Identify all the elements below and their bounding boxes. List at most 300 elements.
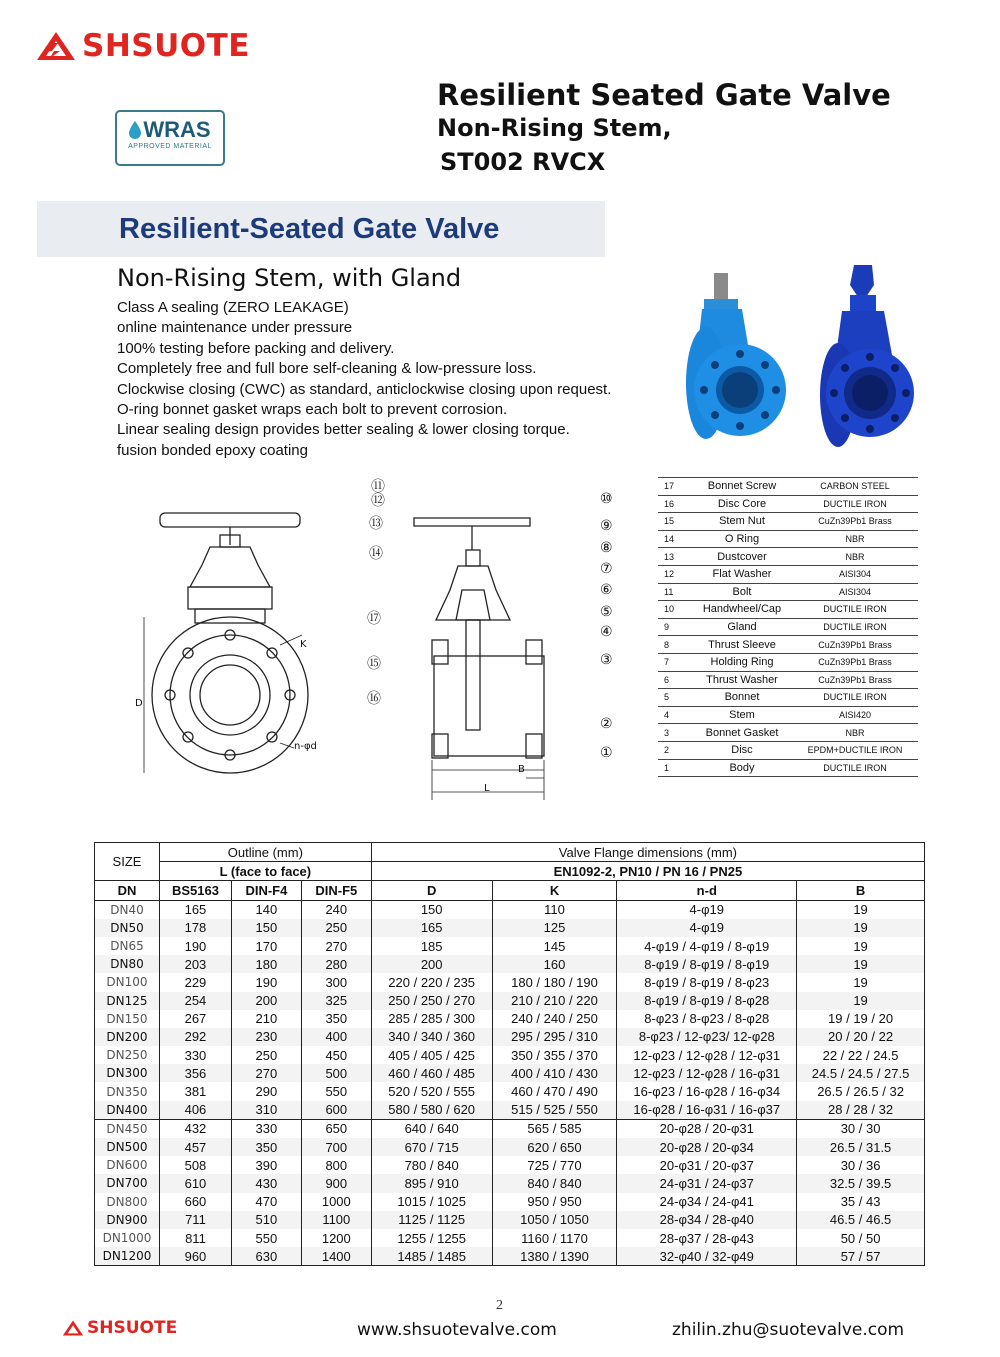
table-cell: 22 / 22 / 24.5 [797,1046,925,1064]
table-cell: 20-φ31 / 20-φ37 [617,1156,797,1174]
table-cell: 30 / 30 [797,1119,925,1138]
part-no: 6 [658,671,692,689]
parts-row [658,478,918,496]
part-no: 12 [658,565,692,583]
part-no: 15 [658,513,692,531]
table-cell: 1485 / 1485 [371,1247,492,1266]
dimension-k-label: K [300,639,307,650]
table-cell: 8-φ23 / 12-φ23/ 12-φ28 [617,1028,797,1046]
table-cell: 250 [301,919,371,937]
feature-item: Completely free and full bore self-cleaning & low-pressure loss. [117,360,537,378]
table-cell: 28 / 28 / 32 [797,1101,925,1120]
table-cell: 20 / 20 / 22 [797,1028,925,1046]
parts-row [658,636,918,654]
dn-cell: DN700 [95,1174,160,1192]
table-cell: 550 [231,1229,301,1247]
part-name: Bonnet Gasket [692,724,792,742]
outline-header: Outline (mm) [159,843,371,862]
table-cell: 19 [797,900,925,919]
part-name: Thrust Sleeve [692,636,792,654]
parts-row [658,618,918,636]
part-no: 7 [658,653,692,671]
section-subheading: Non-Rising Stem, with Gland [117,264,462,292]
table-cell: 500 [301,1064,371,1082]
table-cell: 1400 [301,1247,371,1266]
callout-15: ⑮ [367,656,381,672]
dn-cell: DN65 [95,937,160,955]
dn-cell: DN250 [95,1046,160,1064]
table-cell: 28-φ34 / 28-φ40 [617,1211,797,1229]
dn-cell: DN200 [95,1028,160,1046]
banner-title: Resilient-Seated Gate Valve [119,213,500,245]
table-cell: 711 [159,1211,231,1229]
page-subtitle: Non-Rising Stem, [437,114,672,142]
table-cell: 460 / 460 / 485 [371,1064,492,1082]
part-name: Stem [692,706,792,724]
valve-product-photo [682,265,982,460]
part-material: CARBON STEEL [792,478,918,496]
table-cell: 400 [301,1028,371,1046]
part-name: Disc Core [692,495,792,513]
column-header: D [371,881,492,900]
table-cell: 350 [231,1138,301,1156]
parts-row [658,548,918,566]
table-cell: 19 [797,919,925,937]
table-cell: 19 [797,955,925,973]
table-cell: 190 [159,937,231,955]
dimension-b-label: B [518,764,525,775]
table-row [95,1046,925,1064]
callout-5: ⑤ [600,604,613,620]
feature-item: Linear sealing design provides better sealing & lower closing torque. [117,421,570,439]
feature-item: Clockwise closing (CWC) as standard, anticlockwise closing upon request. [117,380,612,398]
table-cell: 50 / 50 [797,1229,925,1247]
callout-7: ⑦ [600,561,613,577]
parts-row [658,530,918,548]
callout-12: ⑫ [371,493,385,509]
column-header: BS5163 [159,881,231,900]
callout-14: ⑭ [369,546,383,562]
table-cell: 330 [159,1046,231,1064]
standard-header: EN1092-2, PN10 / PN 16 / PN25 [371,862,924,881]
callout-4: ④ [600,624,613,640]
table-cell: 1015 / 1025 [371,1193,492,1211]
page-number: 2 [496,1298,503,1313]
table-row [95,1064,925,1082]
dn-cell: DN400 [95,1101,160,1120]
dn-cell: DN500 [95,1138,160,1156]
table-cell: 170 [231,937,301,955]
wras-name: WRAS [143,117,211,142]
parts-row [658,689,918,707]
table-cell: 20-φ28 / 20-φ34 [617,1138,797,1156]
part-no: 4 [658,706,692,724]
table-cell: 8-φ19 / 8-φ19 / 8-φ28 [617,992,797,1010]
dn-cell: DN350 [95,1082,160,1100]
table-cell: 165 [371,919,492,937]
callout-11: ⑪ [371,479,385,495]
dn-cell: DN1000 [95,1229,160,1247]
table-cell: 200 [371,955,492,973]
dn-cell: DN150 [95,1010,160,1028]
table-cell: 20-φ28 / 20-φ31 [617,1119,797,1138]
callout-2: ② [600,716,613,732]
table-cell: 8-φ23 / 8-φ23 / 8-φ28 [617,1010,797,1028]
model-number: ST002 RVCX [440,148,606,176]
dn-cell: DN900 [95,1211,160,1229]
part-name: Handwheel/Cap [692,601,792,619]
table-row [95,1229,925,1247]
table-cell: 610 [159,1174,231,1192]
column-header: B [797,881,925,900]
footer-brand-name: SHSUOTE [87,1318,178,1338]
dn-cell: DN125 [95,992,160,1010]
table-row [95,900,925,919]
part-material: CuZn39Pb1 Brass [792,653,918,671]
parts-row [658,671,918,689]
part-material: CuZn39Pb1 Brass [792,513,918,531]
table-cell: 800 [301,1156,371,1174]
dimension-table-body [95,900,925,1266]
column-header: DN [95,881,160,900]
feature-list [117,298,611,461]
table-cell: 24.5 / 24.5 / 27.5 [797,1064,925,1082]
part-no: 13 [658,548,692,566]
table-row [95,1028,925,1046]
parts-row [658,724,918,742]
table-cell: 580 / 580 / 620 [371,1101,492,1120]
callout-9: ⑨ [600,518,613,534]
table-cell: 900 [301,1174,371,1192]
table-cell: 240 [301,900,371,919]
table-cell: 210 [231,1010,301,1028]
part-name: Disc [692,741,792,759]
table-cell: 1255 / 1255 [371,1229,492,1247]
water-drop-icon [129,121,141,139]
dn-cell: DN1200 [95,1247,160,1266]
table-cell: 350 [301,1010,371,1028]
part-no: 8 [658,636,692,654]
feature-item: O-ring bonnet gasket wraps each bolt to prevent corrosion. [117,401,508,419]
table-cell: 295 / 295 / 310 [492,1028,617,1046]
parts-row [658,513,918,531]
table-cell: 200 [231,992,301,1010]
logo-mark-icon [36,31,76,61]
table-row [95,1101,925,1120]
table-cell: 24-φ31 / 24-φ37 [617,1174,797,1192]
part-no: 5 [658,689,692,707]
part-material: CuZn39Pb1 Brass [792,671,918,689]
table-cell: 620 / 650 [492,1138,617,1156]
part-material: NBR [792,530,918,548]
table-cell: 1125 / 1125 [371,1211,492,1229]
feature-item: 100% testing before packing and delivery. [117,339,395,357]
table-cell: 700 [301,1138,371,1156]
callout-6: ⑥ [600,582,613,598]
table-cell: 270 [301,937,371,955]
part-name: Bonnet [692,689,792,707]
table-cell: 24-φ34 / 24-φ41 [617,1193,797,1211]
table-cell: 515 / 525 / 550 [492,1101,617,1120]
table-cell: 330 [231,1119,301,1138]
callout-13: ⑬ [369,516,383,532]
table-cell: 725 / 770 [492,1156,617,1174]
table-cell: 150 [231,919,301,937]
parts-row [658,601,918,619]
table-row [95,919,925,937]
table-cell: 240 / 240 / 250 [492,1010,617,1028]
feature-item: fusion bonded epoxy coating [117,441,308,459]
dimension-nd-label: n-φd [294,741,317,752]
dn-cell: DN600 [95,1156,160,1174]
table-cell: 16-φ23 / 16-φ28 / 16-φ34 [617,1082,797,1100]
part-no: 1 [658,759,692,777]
flange-header: Valve Flange dimensions (mm) [371,843,924,862]
table-cell: 325 [301,992,371,1010]
table-cell: 406 [159,1101,231,1120]
part-material: DUCTILE IRON [792,495,918,513]
table-cell: 190 [231,973,301,991]
table-cell: 510 [231,1211,301,1229]
table-row [95,937,925,955]
part-name: Gland [692,618,792,636]
table-cell: 125 [492,919,617,937]
section-view-drawing [410,480,620,800]
dimension-l-label: L [484,783,490,794]
parts-row [658,706,918,724]
table-row [95,1156,925,1174]
table-cell: 12-φ23 / 12-φ28 / 12-φ31 [617,1046,797,1064]
table-cell: 203 [159,955,231,973]
table-cell: 430 [231,1174,301,1192]
wras-sub: APPROVED MATERIAL [128,143,212,150]
callout-3: ③ [600,652,613,668]
part-no: 16 [658,495,692,513]
table-cell: 254 [159,992,231,1010]
table-cell: 8-φ19 / 8-φ19 / 8-φ19 [617,955,797,973]
table-row [95,973,925,991]
table-cell: 520 / 520 / 555 [371,1082,492,1100]
table-cell: 460 / 470 / 490 [492,1082,617,1100]
table-row [95,1082,925,1100]
table-cell: 300 [301,973,371,991]
table-cell: 280 [301,955,371,973]
table-cell: 32-φ40 / 32-φ49 [617,1247,797,1266]
table-cell: 457 [159,1138,231,1156]
table-row [95,1010,925,1028]
size-header: SIZE [95,843,160,881]
table-cell: 32.5 / 39.5 [797,1174,925,1192]
table-cell: 210 / 210 / 220 [492,992,617,1010]
table-cell: 35 / 43 [797,1193,925,1211]
callout-1: ① [600,745,613,761]
part-material: CuZn39Pb1 Brass [792,636,918,654]
part-material: NBR [792,724,918,742]
table-cell: 165 [159,900,231,919]
table-cell: 432 [159,1119,231,1138]
feature-item: Class A sealing (ZERO LEAKAGE) [117,299,349,316]
table-cell: 57 / 57 [797,1247,925,1266]
callout-10: ⑩ [600,491,613,507]
table-cell: 160 [492,955,617,973]
table-row [95,1174,925,1192]
table-cell: 230 [231,1028,301,1046]
table-cell: 145 [492,937,617,955]
table-cell: 381 [159,1082,231,1100]
table-cell: 285 / 285 / 300 [371,1010,492,1028]
part-name: Bolt [692,583,792,601]
table-cell: 4-φ19 [617,900,797,919]
parts-row [658,495,918,513]
part-name: Thrust Washer [692,671,792,689]
logo-mark-icon [62,1320,84,1336]
dimension-d-label: D [135,698,143,709]
part-material: DUCTILE IRON [792,618,918,636]
parts-row [658,741,918,759]
part-no: 9 [658,618,692,636]
table-cell: 46.5 / 46.5 [797,1211,925,1229]
table-cell: 405 / 405 / 425 [371,1046,492,1064]
part-no: 17 [658,478,692,496]
section-banner [37,201,605,257]
table-row [95,992,925,1010]
part-material: EPDM+DUCTILE IRON [792,741,918,759]
part-material: DUCTILE IRON [792,601,918,619]
table-cell: 178 [159,919,231,937]
table-row [95,1193,925,1211]
dn-cell: DN40 [95,900,160,919]
part-material: DUCTILE IRON [792,759,918,777]
table-cell: 660 [159,1193,231,1211]
website-link[interactable]: www.shsuotevalve.com [357,1320,557,1340]
part-no: 3 [658,724,692,742]
column-header: DIN-F4 [231,881,301,900]
part-no: 11 [658,583,692,601]
table-cell: 19 / 19 / 20 [797,1010,925,1028]
table-cell: 640 / 640 [371,1119,492,1138]
table-cell: 4-φ19 [617,919,797,937]
table-cell: 8-φ19 / 8-φ19 / 8-φ23 [617,973,797,991]
table-cell: 1380 / 1390 [492,1247,617,1266]
table-cell: 340 / 340 / 360 [371,1028,492,1046]
part-name: Stem Nut [692,513,792,531]
callout-8: ⑧ [600,540,613,556]
table-cell: 26.5 / 26.5 / 32 [797,1082,925,1100]
part-name: Holding Ring [692,653,792,671]
table-cell: 270 [231,1064,301,1082]
table-cell: 1100 [301,1211,371,1229]
table-cell: 508 [159,1156,231,1174]
parts-row [658,583,918,601]
dn-cell: DN80 [95,955,160,973]
dimension-table [94,842,925,1266]
dn-cell: DN300 [95,1064,160,1082]
brand-logo [36,28,250,64]
table-cell: 400 / 410 / 430 [492,1064,617,1082]
dn-cell: DN800 [95,1193,160,1211]
wras-badge [115,110,225,166]
parts-row [658,759,918,777]
page-title: Resilient Seated Gate Valve [437,78,891,112]
part-material: DUCTILE IRON [792,689,918,707]
table-cell: 229 [159,973,231,991]
parts-table [658,477,918,777]
table-cell: 350 / 355 / 370 [492,1046,617,1064]
table-row [95,1119,925,1138]
table-cell: 150 [371,900,492,919]
part-material: AISI304 [792,583,918,601]
table-cell: 19 [797,992,925,1010]
dn-cell: DN100 [95,973,160,991]
part-name: Flat Washer [692,565,792,583]
table-cell: 185 [371,937,492,955]
table-cell: 310 [231,1101,301,1120]
table-cell: 895 / 910 [371,1174,492,1192]
part-material: AISI420 [792,706,918,724]
table-cell: 960 [159,1247,231,1266]
part-no: 10 [658,601,692,619]
table-cell: 950 / 950 [492,1193,617,1211]
feature-item: online maintenance under pressure [117,319,353,337]
table-cell: 565 / 585 [492,1119,617,1138]
table-cell: 16-φ28 / 16-φ31 / 16-φ37 [617,1101,797,1120]
table-cell: 1160 / 1170 [492,1229,617,1247]
table-row [95,1138,925,1156]
table-row [95,1247,925,1266]
table-row [95,955,925,973]
table-cell: 19 [797,973,925,991]
callout-17: ⑰ [367,611,381,627]
dn-cell: DN450 [95,1119,160,1138]
table-cell: 1200 [301,1229,371,1247]
table-cell: 267 [159,1010,231,1028]
table-cell: 30 / 36 [797,1156,925,1174]
part-no: 14 [658,530,692,548]
part-name: Dustcover [692,548,792,566]
table-cell: 1050 / 1050 [492,1211,617,1229]
part-material: AISI304 [792,565,918,583]
table-cell: 26.5 / 31.5 [797,1138,925,1156]
part-name: O Ring [692,530,792,548]
table-cell: 110 [492,900,617,919]
table-cell: 600 [301,1101,371,1120]
footer-logo [62,1318,177,1338]
table-cell: 650 [301,1119,371,1138]
face-to-face-header: L (face to face) [159,862,371,881]
column-header: K [492,881,617,900]
table-cell: 780 / 840 [371,1156,492,1174]
table-cell: 356 [159,1064,231,1082]
table-cell: 811 [159,1229,231,1247]
table-cell: 180 / 180 / 190 [492,973,617,991]
column-header: DIN-F5 [301,881,371,900]
table-row [95,1211,925,1229]
email-link[interactable]: zhilin.zhu@suotevalve.com [672,1320,905,1340]
table-cell: 12-φ23 / 12-φ28 / 16-φ31 [617,1064,797,1082]
dn-cell: DN50 [95,919,160,937]
part-material: NBR [792,548,918,566]
table-cell: 4-φ19 / 4-φ19 / 8-φ19 [617,937,797,955]
column-header: n-d [617,881,797,900]
table-cell: 220 / 220 / 235 [371,973,492,991]
parts-row [658,565,918,583]
table-cell: 28-φ37 / 28-φ43 [617,1229,797,1247]
table-cell: 630 [231,1247,301,1266]
table-cell: 840 / 840 [492,1174,617,1192]
table-cell: 290 [231,1082,301,1100]
table-cell: 250 / 250 / 270 [371,992,492,1010]
table-cell: 1000 [301,1193,371,1211]
